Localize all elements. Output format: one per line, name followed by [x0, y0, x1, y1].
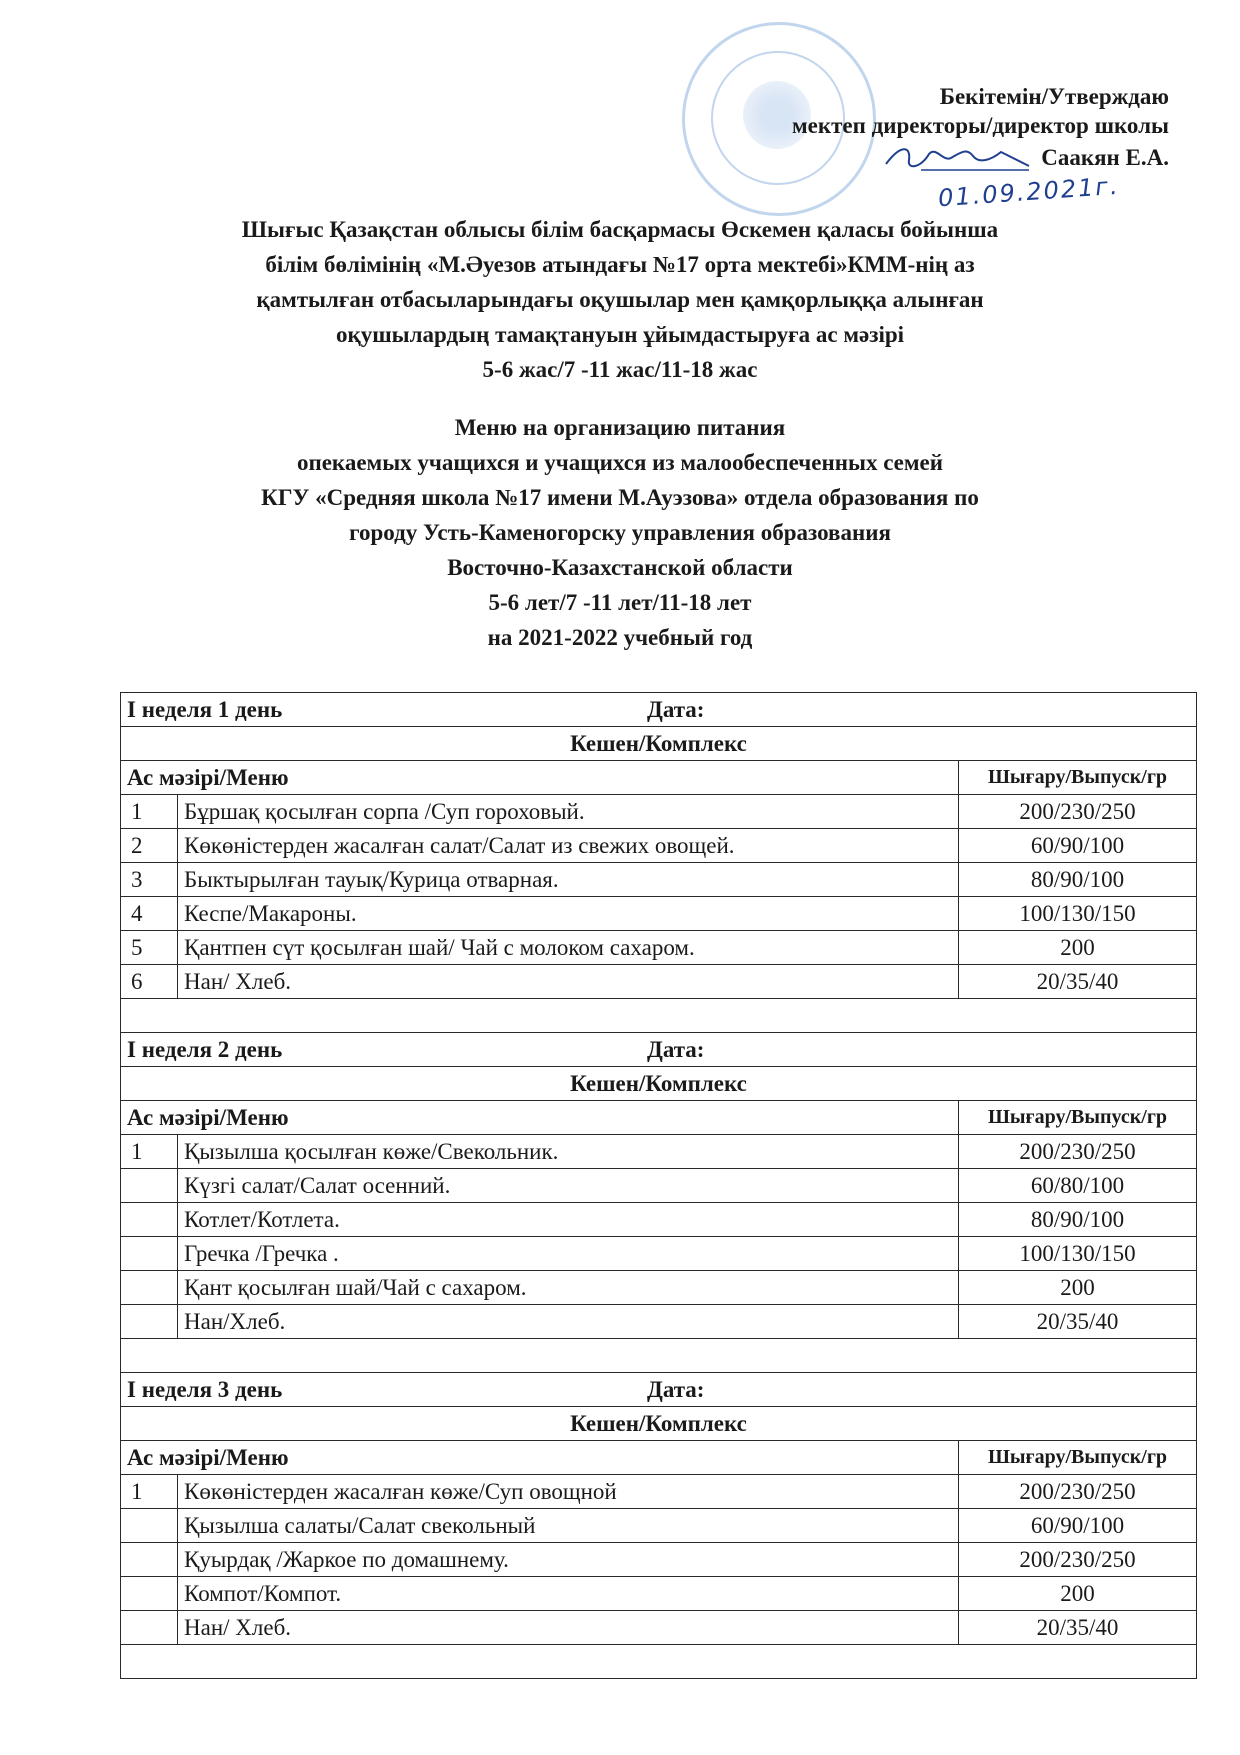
portion-value: 60/90/100: [959, 829, 1197, 863]
table-row: [121, 1509, 1197, 1543]
portion-value: 200/230/250: [959, 1135, 1197, 1169]
title-kz-line-2: білім бөлімінің «М.Әуезов атындағы №17 орта мектебі»КММ-нің аз: [265, 252, 975, 277]
portion-value: 200/230/250: [959, 1543, 1197, 1577]
item-number: 5: [121, 931, 178, 965]
portion-column-header: Шығару/Выпуск/гр: [959, 1101, 1197, 1135]
portion-value: 100/130/150: [959, 897, 1197, 931]
signature-line: [792, 140, 1169, 174]
portion-column-header: Шығару/Выпуск/гр: [959, 1441, 1197, 1475]
item-number: [121, 1169, 178, 1203]
item-number: 3: [121, 863, 178, 897]
portion-value: 20/35/40: [959, 965, 1197, 999]
table-row: [121, 795, 1197, 829]
day-label: I неделя 3 день: [127, 1377, 283, 1402]
portion-value: 60/90/100: [959, 1509, 1197, 1543]
title-kz-line-3: қамтылған отбасыларындағы оқушылар мен қамқорлыққа алынған: [256, 287, 984, 312]
item-number: [121, 1577, 178, 1611]
spacer-row: [121, 1645, 1197, 1679]
dish-name: Кеспе/Макароны.: [178, 897, 959, 931]
dish-name: Күзгі салат/Салат осенний.: [178, 1169, 959, 1203]
title-ru-line-2: опекаемых учащихся и учащихся из малообеспеченных семей: [296, 450, 944, 475]
dish-name: Қуырдақ /Жаркое по домашнему.: [178, 1543, 959, 1577]
dish-name: Қантпен сүт қосылған шай/ Чай с молоком сахаром.: [178, 931, 959, 965]
complex-label: Кешен/Комплекс: [121, 1407, 1197, 1441]
dish-name: Қант қосылған шай/Чай с сахаром.: [178, 1271, 959, 1305]
portion-value: 20/35/40: [959, 1305, 1197, 1339]
table-row: [121, 1611, 1197, 1645]
menu-column-header: Ас мәзірі/Меню: [121, 1101, 959, 1135]
spacer-row: [121, 1339, 1197, 1373]
menu-header-row: [121, 1101, 1197, 1135]
menu-table: [120, 692, 1197, 1679]
item-number: [121, 1271, 178, 1305]
dish-name: Нан/ Хлеб.: [178, 965, 959, 999]
day-label: I неделя 2 день: [127, 1037, 283, 1062]
day-header-row: [121, 1033, 1197, 1067]
title-kazakh: [0, 212, 1240, 387]
approval-line-1: Бекітемін/Утверждаю: [939, 84, 1169, 109]
item-number: 6: [121, 965, 178, 999]
item-number: [121, 1305, 178, 1339]
title-ru-line-5: Восточно-Казахстанской области: [447, 555, 793, 580]
spacer-row: [121, 999, 1197, 1033]
menu-column-header: Ас мәзірі/Меню: [121, 1441, 959, 1475]
date-label: Дата:: [647, 1037, 705, 1062]
title-kz-line-4: оқушылардың тамақтануын ұйымдастыруға ас мәзірі: [335, 322, 905, 347]
signature-icon: [881, 140, 1031, 174]
portion-value: 20/35/40: [959, 1611, 1197, 1645]
portion-value: 200/230/250: [959, 795, 1197, 829]
item-number: [121, 1203, 178, 1237]
dish-name: Гречка /Гречка .: [178, 1237, 959, 1271]
title-kz-line-1: Шығыс Қазақстан облысы білім басқармасы Өскемен қаласы бойынша: [241, 217, 999, 242]
item-number: 4: [121, 897, 178, 931]
table-row: [121, 1577, 1197, 1611]
portion-value: 80/90/100: [959, 1203, 1197, 1237]
dish-name: Көкөністерден жасалған салат/Салат из свежих овощей.: [178, 829, 959, 863]
dish-name: Қызылша салаты/Салат свекольный: [178, 1509, 959, 1543]
day-header-row: [121, 1373, 1197, 1407]
portion-value: 200/230/250: [959, 1475, 1197, 1509]
date-label: Дата:: [647, 697, 705, 722]
dish-name: Бұршақ қосылған сорпа /Суп гороховый.: [178, 795, 959, 829]
table-row: [121, 1135, 1197, 1169]
dish-name: Көкөністерден жасалған көже/Суп овощной: [178, 1475, 959, 1509]
table-row: [121, 1475, 1197, 1509]
title-ru-line-6: 5-6 лет/7 -11 лет/11-18 лет: [488, 590, 752, 615]
item-number: 1: [121, 1135, 178, 1169]
director-name: Саакян Е.А.: [1041, 144, 1169, 170]
complex-row: [121, 1067, 1197, 1101]
dish-name: Қызылша қосылған көже/Свекольник.: [178, 1135, 959, 1169]
item-number: [121, 1611, 178, 1645]
table-row: [121, 829, 1197, 863]
menu-header-row: [121, 1441, 1197, 1475]
title-ru-line-1: Меню на организацию питания: [454, 415, 786, 440]
title-ru-line-4: городу Усть-Каменогорску управления образования: [349, 520, 891, 545]
dish-name: Котлет/Котлета.: [178, 1203, 959, 1237]
approval-date: 01.09.2021г.: [937, 171, 1121, 213]
table-row: [121, 965, 1197, 999]
title-ru-line-7: на 2021-2022 учебный год: [487, 625, 753, 650]
item-number: 1: [121, 1475, 178, 1509]
portion-value: 80/90/100: [959, 863, 1197, 897]
item-number: 2: [121, 829, 178, 863]
dish-name: Компот/Компот.: [178, 1577, 959, 1611]
table-row: [121, 1237, 1197, 1271]
table-row: [121, 1169, 1197, 1203]
title-russian: [0, 410, 1240, 655]
complex-row: [121, 1407, 1197, 1441]
item-number: [121, 1237, 178, 1271]
approval-line-2: мектеп директоры/директор школы: [791, 113, 1169, 138]
table-row: [121, 931, 1197, 965]
day-header-row: [121, 693, 1197, 727]
item-number: [121, 1543, 178, 1577]
table-row: [121, 1203, 1197, 1237]
table-row: [121, 897, 1197, 931]
portion-value: 200: [959, 931, 1197, 965]
portion-value: 60/80/100: [959, 1169, 1197, 1203]
portion-value: 200: [959, 1577, 1197, 1611]
portion-value: 200: [959, 1271, 1197, 1305]
dish-name: Нан/Хлеб.: [178, 1305, 959, 1339]
table-row: [121, 1543, 1197, 1577]
dish-name: Нан/ Хлеб.: [178, 1611, 959, 1645]
menu-header-row: [121, 761, 1197, 795]
approval-block: [792, 82, 1169, 174]
date-label: Дата:: [647, 1377, 705, 1402]
item-number: [121, 1509, 178, 1543]
table-row: [121, 863, 1197, 897]
table-row: [121, 1271, 1197, 1305]
table-row: [121, 1305, 1197, 1339]
complex-label: Кешен/Комплекс: [121, 1067, 1197, 1101]
menu-column-header: Ас мәзірі/Меню: [121, 761, 959, 795]
complex-row: [121, 727, 1197, 761]
portion-column-header: Шығару/Выпуск/гр: [959, 761, 1197, 795]
title-ru-line-3: КГУ «Средняя школа №17 имени М.Ауэзова» отдела образования по: [261, 485, 979, 510]
title-kz-line-5: 5-6 жас/7 -11 жас/11-18 жас: [482, 357, 758, 382]
day-label: I неделя 1 день: [127, 697, 283, 722]
portion-value: 100/130/150: [959, 1237, 1197, 1271]
complex-label: Кешен/Комплекс: [121, 727, 1197, 761]
item-number: 1: [121, 795, 178, 829]
dish-name: Быктырылған тауық/Курица отварная.: [178, 863, 959, 897]
